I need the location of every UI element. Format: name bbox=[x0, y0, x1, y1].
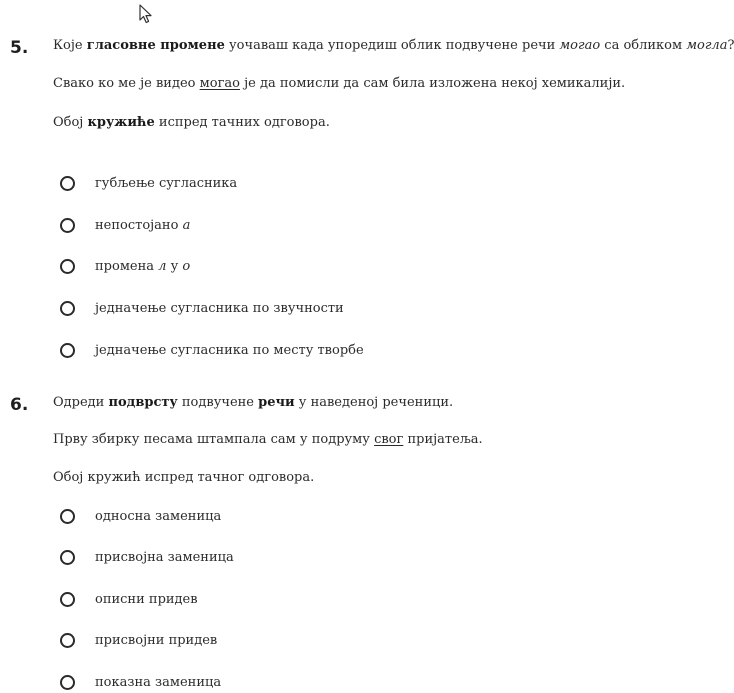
question-5-prompt: Које гласовне промене уочаваш када упоредиш облик подвучене речи могао са обликом могла? bbox=[53, 38, 734, 53]
radio-circle-icon[interactable] bbox=[60, 633, 75, 648]
q5-option-2[interactable] bbox=[60, 216, 190, 234]
radio-circle-icon[interactable] bbox=[60, 509, 75, 524]
question-5-sentence: Свако ко ме је видео могао је да помисли да сам била изложена некој хемикалији. bbox=[53, 76, 626, 91]
option-label: једначење сугласника по месту творбе bbox=[95, 342, 364, 358]
question-6-prompt: Одреди подврсту подвучене речи у наведеној реченици. bbox=[53, 395, 454, 410]
q5-option-1[interactable] bbox=[60, 174, 237, 192]
q6-option-2[interactable] bbox=[60, 548, 234, 566]
question-6-sentence: Прву збирку песама штампала сам у подруму свог пријатеља. bbox=[53, 432, 483, 447]
option-label: присвојна заменица bbox=[95, 549, 234, 565]
question-6-number: 6. bbox=[10, 395, 29, 415]
option-label: промена л у о bbox=[95, 258, 191, 274]
option-label: описни придев bbox=[95, 591, 198, 607]
q6-option-3[interactable] bbox=[60, 590, 198, 608]
mouse-pointer-icon bbox=[139, 4, 153, 24]
q6-option-1[interactable] bbox=[60, 507, 221, 525]
radio-circle-icon[interactable] bbox=[60, 592, 75, 607]
underlined-word: могао bbox=[199, 76, 240, 91]
radio-circle-icon[interactable] bbox=[60, 343, 75, 358]
q5-option-4[interactable] bbox=[60, 299, 344, 317]
underlined-word: свог bbox=[374, 432, 404, 447]
radio-circle-icon[interactable] bbox=[60, 259, 75, 274]
question-6-instruction: Обој кружић испред тачног одговора. bbox=[53, 470, 315, 485]
radio-circle-icon[interactable] bbox=[60, 218, 75, 233]
radio-circle-icon[interactable] bbox=[60, 176, 75, 191]
option-label: показна заменица bbox=[95, 674, 222, 690]
option-label: присвојни придев bbox=[95, 632, 218, 648]
q5-option-3[interactable] bbox=[60, 257, 190, 275]
q6-option-4[interactable] bbox=[60, 631, 217, 649]
option-label: непостојано а bbox=[95, 217, 191, 233]
q6-option-5[interactable] bbox=[60, 673, 221, 691]
option-label: односна заменица bbox=[95, 508, 222, 524]
option-label: губљење сугласника bbox=[95, 175, 238, 191]
option-label: једначење сугласника по звучности bbox=[95, 300, 344, 316]
radio-circle-icon[interactable] bbox=[60, 301, 75, 316]
radio-circle-icon[interactable] bbox=[60, 675, 75, 690]
radio-circle-icon[interactable] bbox=[60, 550, 75, 565]
question-5-instruction: Обој кружиће испред тачних одговора. bbox=[53, 115, 330, 130]
question-5-number: 5. bbox=[10, 38, 29, 58]
q5-option-5[interactable] bbox=[60, 341, 364, 359]
